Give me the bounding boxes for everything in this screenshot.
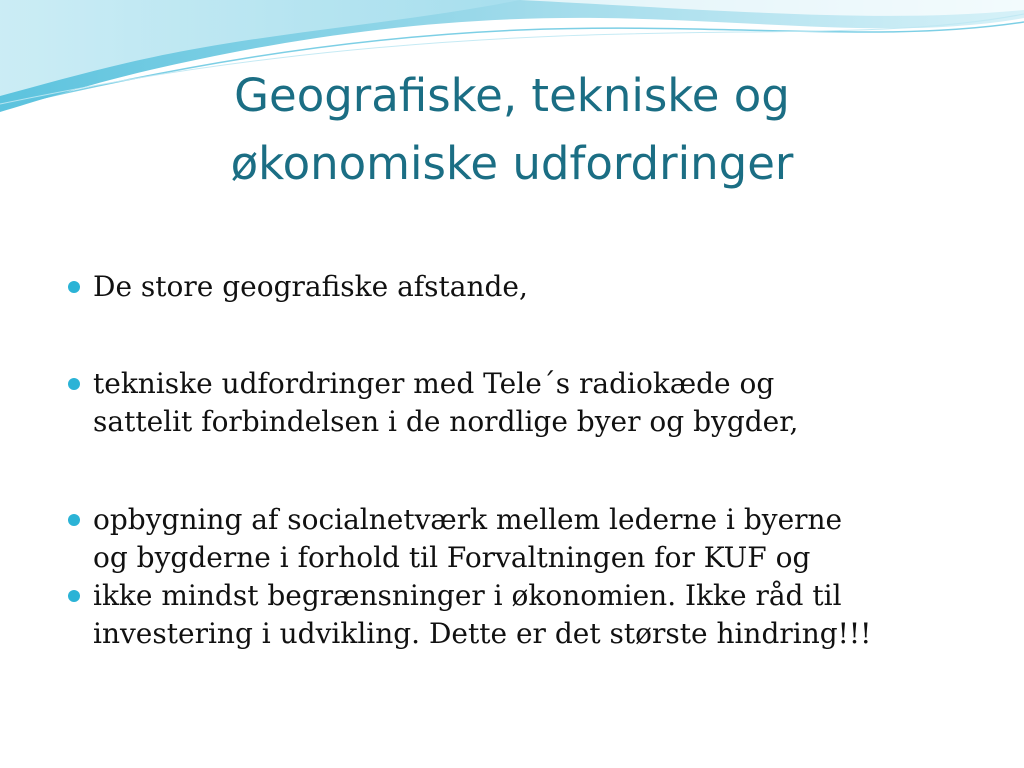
bullet-dot-icon <box>68 514 80 526</box>
bullet-dot-icon <box>68 378 80 390</box>
slide-title-line-1: Geografiske, tekniske og <box>234 69 790 122</box>
slide-title-line-2: økonomiske udfordringer <box>230 137 794 190</box>
bullet-item <box>66 365 986 441</box>
bullet-text: De store geografiske afstande, <box>93 270 528 303</box>
bullet-text: ikke mindst begrænsninger i økonomien. Ikke råd til <box>93 579 842 612</box>
bullet-text: sattelit forbindelsen i de nordlige byer og bygder, <box>93 405 799 438</box>
slide-title <box>80 62 944 198</box>
bullet-dot-icon <box>68 281 80 293</box>
bullet-list <box>66 268 986 653</box>
bullet-text: opbygning af socialnetværk mellem lederne i byerne <box>93 503 843 536</box>
bullet-dot-icon <box>68 590 80 602</box>
bullet-text: og bygderne i forhold til Forvaltningen for KUF og <box>93 541 811 574</box>
bullet-item <box>66 577 986 653</box>
bullet-text: investering i udvikling. Dette er det største hindring!!! <box>93 617 872 650</box>
bullet-item <box>66 501 986 577</box>
bullet-item <box>66 268 986 306</box>
bullet-text: tekniske udfordringer med Tele´s radiokæde og <box>93 367 775 400</box>
